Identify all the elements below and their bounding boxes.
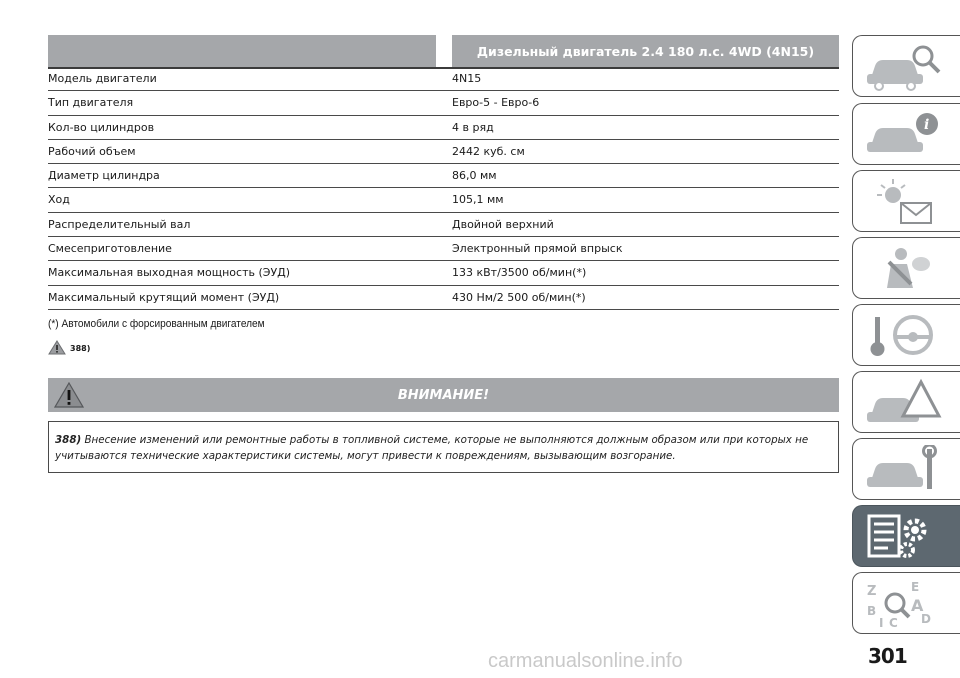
row-label: Кол-во цилиндров xyxy=(48,120,155,134)
spec-table xyxy=(48,67,839,310)
table-row xyxy=(48,213,839,237)
warning-header xyxy=(48,378,839,412)
svg-text:D: D xyxy=(921,612,931,626)
row-value: 2442 куб. см xyxy=(452,144,525,158)
spec-sheet-gears-icon xyxy=(863,512,943,562)
table-row xyxy=(48,116,839,140)
car-wrench-icon xyxy=(863,445,943,495)
row-label: Модель двигатели xyxy=(48,72,157,85)
table-row xyxy=(48,286,839,310)
row-value: 105,1 мм xyxy=(452,193,504,207)
chapter-tab-info[interactable] xyxy=(852,103,960,165)
chapter-tab-technical-data[interactable] xyxy=(852,505,960,567)
svg-text:C: C xyxy=(889,616,898,629)
chapter-tab-emergency[interactable] xyxy=(852,371,960,433)
table-row xyxy=(48,91,839,115)
car-magnifier-icon xyxy=(863,42,943,92)
page-number: 301 xyxy=(868,644,907,668)
table-row xyxy=(48,188,839,212)
svg-text:I: I xyxy=(879,616,884,629)
row-value: 133 кВт/3500 об/мин(*) xyxy=(452,266,587,280)
spec-table-header xyxy=(48,35,839,67)
chapter-tab-maintenance[interactable] xyxy=(852,438,960,500)
table-row xyxy=(48,237,839,261)
row-value: Двойной верхний xyxy=(452,217,554,231)
row-value: Евро-5 - Евро-6 xyxy=(452,96,540,110)
seatbelt-airbag-icon xyxy=(863,244,943,294)
warning-box xyxy=(48,421,839,473)
alphabet-index-icon xyxy=(863,579,943,629)
svg-text:i: i xyxy=(924,117,930,133)
table-row xyxy=(48,164,839,188)
watermark: carmanualsonline.info xyxy=(488,650,683,672)
row-value: 4 в ряд xyxy=(452,120,494,134)
key-steering-wheel-icon xyxy=(863,311,943,361)
warning-body: Внесение изменений или ремонтные работы в топливной системе, которые не выполняются должным образом или при которых не учитываются технические характеристики системы, могут привести к повреждениям, вызывающим возгорание. xyxy=(55,434,809,462)
svg-text:B: B xyxy=(867,604,877,618)
chapter-tab-warning-lights[interactable] xyxy=(852,170,960,232)
header-blank-cell xyxy=(48,35,436,67)
row-label: Максимальная выходная мощность (ЭУД) xyxy=(48,266,291,280)
reference-number: 388) xyxy=(70,344,91,353)
row-label: Рабочий объем xyxy=(48,144,136,158)
row-label: Смесеприготовление xyxy=(48,242,172,256)
svg-text:Z: Z xyxy=(867,584,877,599)
table-row xyxy=(48,261,839,285)
table-row xyxy=(48,67,839,91)
row-label: Тип двигателя xyxy=(48,96,134,110)
warning-lights-envelope-icon xyxy=(863,177,943,227)
car-warning-triangle-icon xyxy=(863,378,943,428)
chapter-tab-index[interactable] xyxy=(852,572,960,634)
chapter-tab-vehicle-overview[interactable] xyxy=(852,35,960,97)
header-engine-title: Дизельный двигатель 2.4 180 л.с. 4WD (4N15) xyxy=(452,35,839,67)
row-value: 4N15 xyxy=(452,72,482,85)
row-label: Диаметр цилиндра xyxy=(48,169,160,183)
car-info-icon xyxy=(863,110,943,160)
svg-text:E: E xyxy=(911,580,920,594)
row-value: 430 Нм/2 500 об/мин(*) xyxy=(452,290,586,304)
row-value: 86,0 мм xyxy=(452,169,497,183)
row-label: Максимальный крутящий момент (ЭУД) xyxy=(48,290,280,304)
warning-text xyxy=(55,432,830,464)
table-row xyxy=(48,140,839,164)
svg-text:A: A xyxy=(911,596,924,615)
footnote: (*) Автомобили с форсированным двигателем xyxy=(48,318,265,330)
row-label: Распределительный вал xyxy=(48,217,191,231)
warning-number: 388) xyxy=(55,434,82,446)
chapter-tab-safety[interactable] xyxy=(852,237,960,299)
warning-title: ВНИМАНИЕ! xyxy=(397,388,490,403)
chapter-tab-starting-driving[interactable] xyxy=(852,304,960,366)
row-value: Электронный прямой впрыск xyxy=(452,242,623,256)
row-label: Ход xyxy=(48,193,70,207)
warning-triangle-icon xyxy=(48,340,66,355)
